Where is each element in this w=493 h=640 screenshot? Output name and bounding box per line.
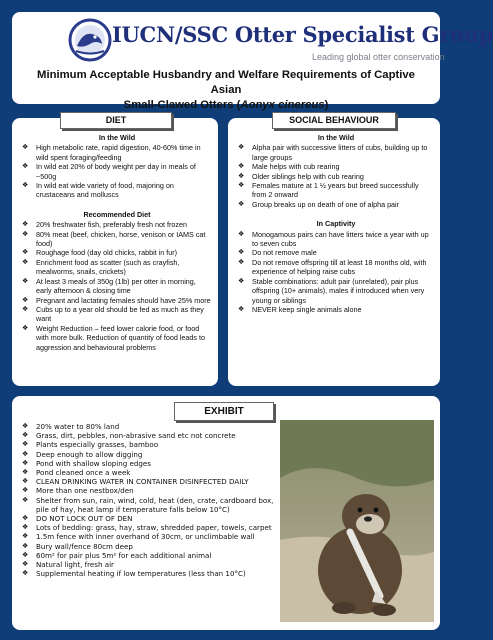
list-item: ❖ High metabolic rate, rapid digestion, 40-60% time in wild spent foraging/feeding [22,143,212,162]
exhibit-heading: EXHIBIT [174,402,274,421]
species-name: Aonyx cinereus [240,99,325,111]
list-item: ❖ NEVER keep single animals alone [238,305,434,314]
list-item: ❖ 20% freshwater fish, preferably fresh not frozen [22,220,212,229]
list-item: ❖ Pond cleaned once a week [22,468,284,477]
list-item: ❖ DO NOT LOCK OUT OF DEN [22,514,284,523]
list-item: ❖ Bury wall/fence 80cm deep [22,542,284,551]
list-item: ❖ Weight Reduction – feed lower calorie food, or food with more bulk. Reduction of quantity of food leads to aggression and behavioural problems [22,324,212,352]
social-captivity-heading: In Captivity [316,219,356,229]
document-title-end: ) [324,99,329,111]
otter-photo [280,420,434,622]
diet-wild-list [22,143,212,199]
list-item: ❖ 20% water to 80% land [22,422,284,431]
list-item: ❖ Group breaks up on death of one of alpha pair [238,200,434,209]
list-item: ❖ Natural light, fresh air [22,560,284,569]
diet-content [22,131,212,352]
social-content [238,131,434,314]
list-item: ❖ In wild eat 20% of body weight per day in meals of ~500g [22,162,212,181]
list-item: ❖ Pond with shallow sloping edges [22,459,284,468]
list-item: ❖ Do not remove male [238,248,434,257]
exhibit-content [22,422,284,578]
list-item: ❖ Older siblings help with cub rearing [238,172,434,181]
diet-wild-heading: In the Wild [98,133,136,142]
header-card [12,12,493,111]
list-item: ❖ Enrichment food as scatter (such as crayfish, mealworms, snails, crickets) [22,258,212,277]
social-wild-heading: In the Wild [317,133,355,142]
diet-card [12,115,218,386]
list-item: ❖ Cubs up to a year old should be fed as much as they want [22,305,212,324]
list-item: ❖ Male helps with cub rearing [238,162,434,171]
list-item: ❖ Grass, dirt, pebbles, non-abrasive sand etc not concrete [22,431,284,440]
diet-heading: DIET [60,112,172,129]
list-item: ❖ More than one nestbox/den [22,486,284,495]
list-item: ❖ Pregnant and lactating females should have 25% more [22,296,212,305]
list-item: ❖ Shelter from sun, rain, wind, cold, heat (den, crate, cardboard box, pile of hay, heat lamp if temperature falls below 10°C) [22,496,284,514]
list-item: ❖ Females mature at 1 ½ years but breed successfully from 2 onward [238,181,434,200]
list-item: ❖ Monogamous pairs can have litters twice a year with up to seven cubs [238,230,434,249]
list-item: ❖ In wild eat wide variety of food, majoring on crustaceans and molluscs [22,181,212,200]
list-item: ❖ CLEAN DRINKING WATER IN CONTAINER DISINFECTED DAILY [22,477,284,486]
exhibit-list [22,422,284,578]
list-item: ❖ Do not remove offspring till at least 18 months old, with experience of helping raise cubs [238,258,434,277]
list-item: ❖ 1.5m fence with inner overhand of 30cm, or unclimbable wall [22,532,284,541]
org-title: IUCN/SSC Otter Specialist Group [112,22,493,47]
otter-logo-icon [68,18,112,62]
list-item: ❖ Supplemental heating if low temperatures (less than 10°C) [22,569,284,578]
document-title [30,68,422,113]
social-behaviour-card [228,115,440,386]
list-item: ❖ Lots of bedding: grass, hay, straw, shredded paper, towels, carpet [22,523,284,532]
diet-recommended-list [22,220,212,352]
list-item: ❖ Deep enough to allow digging [22,450,284,459]
list-item: ❖ Stable combinations: adult pair (unrelated), pair plus offspring (10+ animals), males if introduced when very young or siblings [238,277,434,305]
list-item: ❖ Roughage food (day old chicks, rabbit in fur) [22,248,212,257]
org-tagline: Leading global otter conservation [312,52,445,62]
document-title-line1: Minimum Acceptable Husbandry and Welfare Requirements of Captive Asian [37,69,415,96]
diet-recommended-heading: Recommended Diet [83,209,151,219]
document-title-line2: Small-Clawed Otters ( [123,99,241,111]
exhibit-card [12,396,440,630]
list-item: ❖ 60m² for pair plus 5m² for each additional animal [22,551,284,560]
list-item: ❖ 80% meat (beef, chicken, horse, venison or IAMS cat food) [22,230,212,249]
social-heading: SOCIAL BEHAVIOUR [272,112,396,129]
social-captivity-list [238,230,434,315]
list-item: ❖ Alpha pair with successive litters of cubs, building up to large groups [238,143,434,162]
social-wild-list [238,143,434,209]
list-item: ❖ At least 3 meals of 350g (1lb) per otter in morning, early afternoon & closing time [22,277,212,296]
list-item: ❖ Plants especially grasses, bamboo [22,440,284,449]
